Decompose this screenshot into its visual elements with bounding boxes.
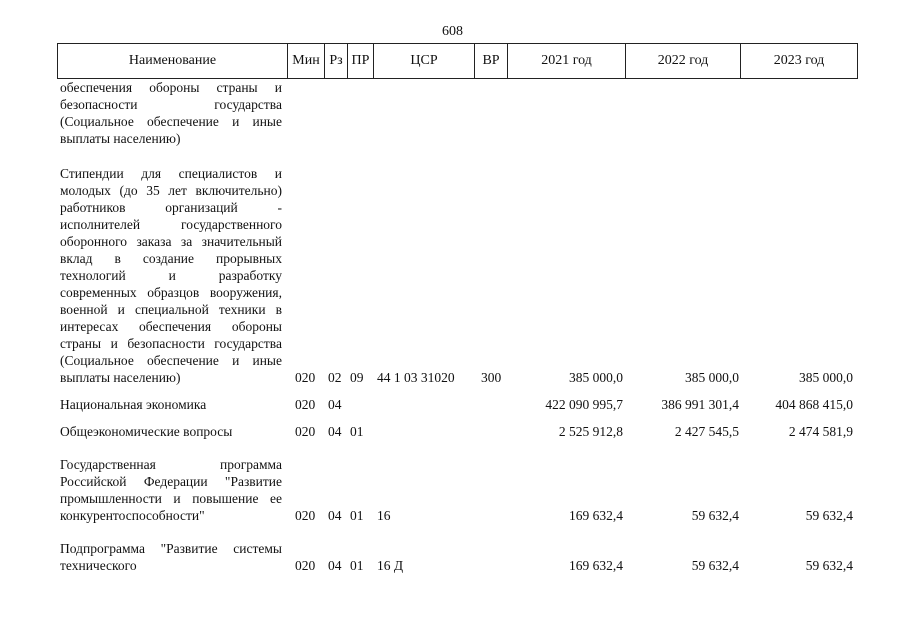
row-name: обеспечения обороны страны и безопасности государства (Социальное обеспечение и иные выплаты населению) [60, 80, 282, 146]
table-row [57, 79, 857, 147]
row-2021: 422 090 995,7 [545, 397, 623, 412]
row-2022: 2 427 545,5 [674, 424, 739, 439]
row-min: 020 [295, 558, 316, 573]
row-rz: 02 [328, 370, 342, 385]
row-2022: 59 632,4 [691, 558, 739, 573]
row-min: 020 [295, 397, 316, 412]
row-2021: 385 000,0 [569, 370, 623, 385]
row-rz: 04 [328, 558, 342, 573]
row-pr: 01 [350, 558, 364, 573]
header-vr: ВР [474, 44, 507, 78]
table-row [57, 396, 857, 413]
row-csr: 16 Д [377, 558, 404, 573]
row-name: Общеэкономические вопросы [60, 424, 233, 439]
table-row [57, 540, 857, 574]
row-2023: 2 474 581,9 [788, 424, 853, 439]
row-2023: 59 632,4 [805, 508, 853, 523]
row-csr: 44 1 03 31020 [377, 370, 455, 385]
row-2021: 169 632,4 [569, 508, 623, 523]
page-number: 608 [442, 24, 463, 39]
header-2023: 2023 год [740, 44, 857, 78]
table-header [57, 43, 858, 79]
row-min: 020 [295, 508, 316, 523]
header-name: Наименование [128, 53, 217, 68]
row-csr: 16 [377, 508, 391, 523]
row-name: Подпрограмма "Развитие системы технического [60, 541, 282, 573]
table-row [57, 423, 857, 440]
row-2023: 385 000,0 [799, 370, 853, 385]
row-2022: 385 000,0 [685, 370, 739, 385]
header-csr: ЦСР [373, 44, 474, 78]
row-pr: 01 [350, 508, 364, 523]
row-name: Стипендии для специалистов и молодых (до 35 лет включительно) работников организаций - исполнителей государственного оборонного заказа за значительный вклад в создание прорывных технологий и разработку современных образцов вооружения, военной и специальной техники в интересах обеспечения обороны страны и безопасности государства (Социальное обеспечение и иные выплаты населению) [60, 166, 282, 385]
row-pr: 01 [350, 424, 364, 439]
row-min: 020 [295, 370, 316, 385]
row-rz: 04 [328, 424, 342, 439]
row-rz: 04 [328, 508, 342, 523]
row-name: Государственная программа Российской Федерации "Развитие промышленности и повышение ее конкурентоспособности" [60, 457, 282, 523]
header-min: Мин [287, 44, 324, 78]
row-2023: 59 632,4 [805, 558, 853, 573]
row-vr: 300 [481, 370, 502, 385]
table-body [57, 79, 857, 574]
header-rz: Рз [324, 44, 347, 78]
header-2022: 2022 год [625, 44, 740, 78]
row-2021: 2 525 912,8 [558, 424, 623, 439]
table-row [57, 165, 857, 386]
row-pr: 09 [350, 370, 364, 385]
table-row [57, 456, 857, 524]
row-2022: 386 991 301,4 [661, 397, 739, 412]
header-pr: ПР [347, 44, 373, 78]
header-2021: 2021 год [507, 44, 625, 78]
row-name: Национальная экономика [60, 397, 207, 412]
row-2022: 59 632,4 [691, 508, 739, 523]
row-2021: 169 632,4 [569, 558, 623, 573]
row-rz: 04 [328, 397, 342, 412]
row-2023: 404 868 415,0 [775, 397, 853, 412]
row-min: 020 [295, 424, 316, 439]
